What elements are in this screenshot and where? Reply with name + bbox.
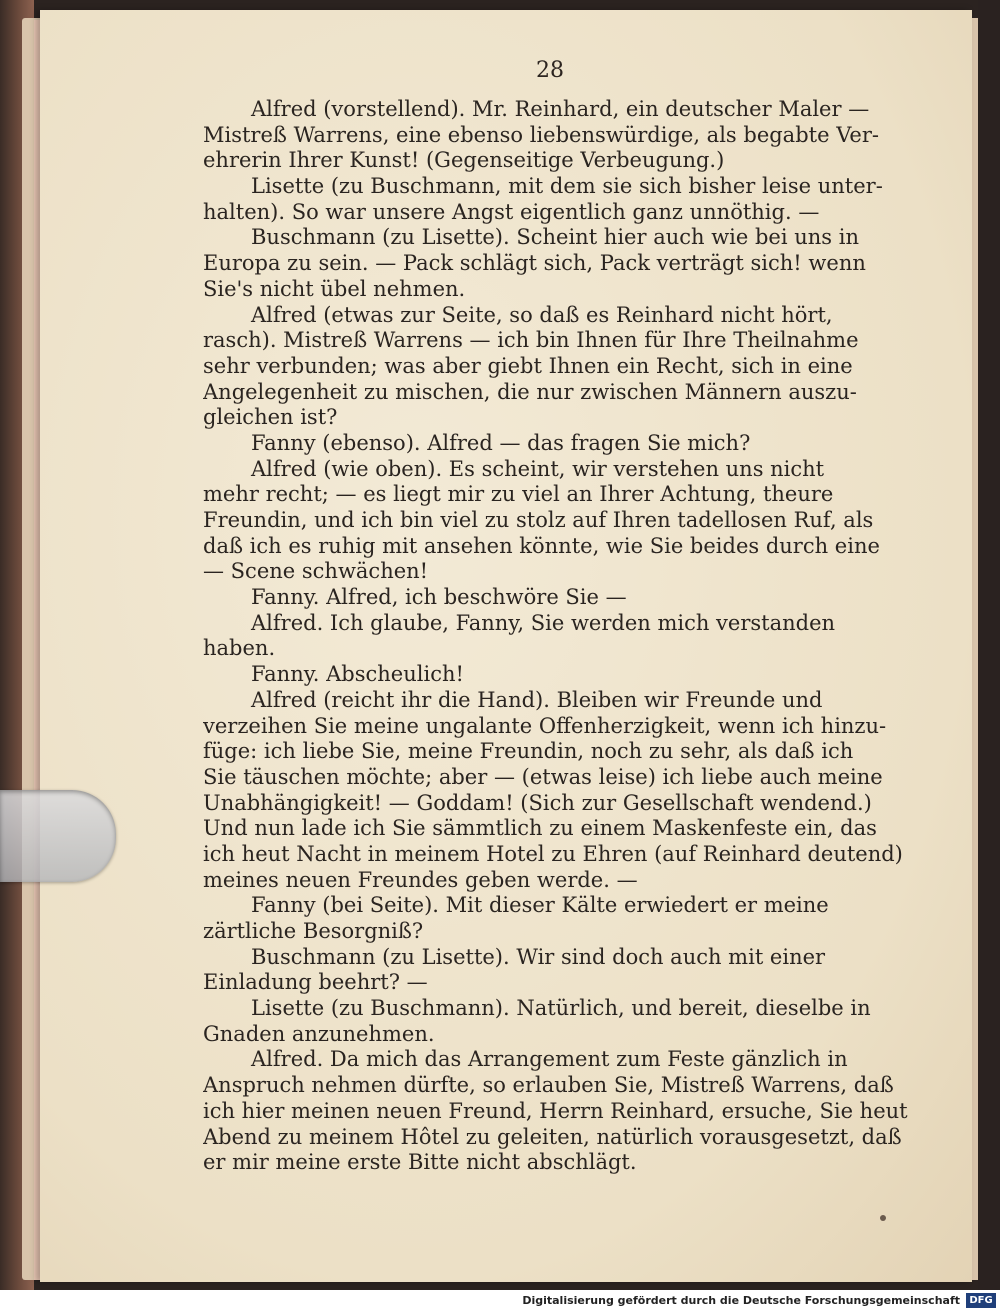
text-line: gleichen ist? [203, 405, 338, 430]
text-line: verzeihen Sie meine ungalante Offenherzigkeit, wenn ich hinzu- [203, 713, 887, 738]
text-line: daß ich es ruhig mit ansehen könnte, wie Sie beides durch eine [203, 533, 880, 558]
text-line: meines neuen Freundes geben werde. — [203, 867, 638, 892]
text-line: Fanny (bei Seite). Mit dieser Kälte erwiedert er meine [251, 893, 829, 918]
text-line: Europa zu sein. — Pack schlägt sich, Pack verträgt sich! wenn [203, 251, 866, 276]
text-line: Abend zu meinem Hôtel zu geleiten, natürlich vorausgesetzt, daß [203, 1124, 902, 1149]
text-line: Unabhängigkeit! — Goddam! (Sich zur Gesellschaft wendend.) [203, 790, 872, 815]
text-line: sehr verbunden; was aber giebt Ihnen ein Recht, sich in eine [203, 353, 853, 378]
text-line: haben. [203, 636, 276, 661]
text-line: Buschmann (zu Lisette). Wir sind doch auch mit einer [251, 944, 826, 969]
text-line: Buschmann (zu Lisette). Scheint hier auch wie bei uns in [251, 225, 859, 250]
text-line: Alfred (wie oben). Es scheint, wir verstehen uns nicht [251, 456, 825, 481]
text-line: ich heut Nacht in meinem Hotel zu Ehren (auf Reinhard deutend) [203, 841, 903, 866]
text-line: Fanny. Abscheulich! [251, 662, 464, 687]
text-line: Alfred. Da mich das Arrangement zum Feste gänzlich in [251, 1047, 848, 1072]
text-line: Und nun lade ich Sie sämmtlich zu einem Maskenfeste ein, das [203, 816, 877, 841]
text-line: halten). So war unsere Angst eigentlich ganz unnöthig. — [203, 199, 820, 224]
text-line: Alfred (etwas zur Seite, so daß es Reinhard nicht hört, [251, 302, 833, 327]
text-line: Fanny (ebenso). Alfred — das fragen Sie mich? [251, 430, 751, 455]
text-line: Angelegenheit zu mischen, die nur zwischen Männern auszu- [203, 379, 857, 404]
text-line: mehr recht; — es liegt mir zu viel an Ihrer Achtung, theure [203, 482, 834, 507]
text-line: Freundin, und ich bin viel zu stolz auf Ihren tadellosen Ruf, als [203, 508, 874, 532]
text-line: ehrerin Ihrer Kunst! (Gegenseitige Verbeugung.) [203, 148, 725, 173]
text-line: rasch). Mistreß Warrens — ich bin Ihnen für Ihre Theilnahme [203, 328, 859, 353]
page-text [203, 97, 912, 1176]
page-number: 28 [536, 58, 564, 83]
text-line: Sie's nicht übel nehmen. [203, 276, 466, 301]
text-line: Alfred. Ich glaube, Fanny, Sie werden mich verstanden [251, 610, 836, 635]
text-line: füge: ich liebe Sie, meine Freundin, noch zu sehr, als daß ich [203, 739, 854, 764]
page-clip [0, 790, 116, 882]
text-line: er mir meine erste Bitte nicht abschlägt. [203, 1150, 637, 1175]
footer-credit: Digitalisierung gefördert durch die Deutsche Forschungsgemeinschaft [522, 1294, 960, 1307]
ink-dot [880, 1215, 886, 1221]
text-line: — Scene schwächen! [203, 559, 429, 584]
text-line: Alfred (vorstellend). Mr. Reinhard, ein deutscher Maler — [251, 97, 870, 121]
text-line: Sie täuschen möchte; aber — (etwas leise) ich liebe auch meine [203, 764, 883, 789]
text-line: ich hier meinen neuen Freund, Herrn Reinhard, ersuche, Sie heut [203, 1098, 908, 1123]
scan-border [978, 0, 1000, 1290]
text-line: Lisette (zu Buschmann). Natürlich, und bereit, dieselbe in [251, 996, 871, 1021]
footer-bar [0, 1290, 1000, 1310]
text-line: Fanny. Alfred, ich beschwöre Sie — [251, 585, 627, 610]
text-line: Mistreß Warrens, eine ebenso liebenswürdige, als begabte Ver- [203, 122, 879, 147]
text-line: Einladung beehrt? — [203, 970, 428, 995]
dfg-logo: DFG [966, 1293, 996, 1308]
text-line: Lisette (zu Buschmann, mit dem sie sich bisher leise unter- [251, 174, 883, 199]
text-line: zärtliche Besorgniß? [203, 919, 424, 943]
text-line: Anspruch nehmen dürfte, so erlauben Sie, Mistreß Warrens, daß [203, 1073, 894, 1098]
text-line: Gnaden anzunehmen. [203, 1021, 435, 1046]
text-line: Alfred (reicht ihr die Hand). Bleiben wir Freunde und [251, 687, 823, 712]
